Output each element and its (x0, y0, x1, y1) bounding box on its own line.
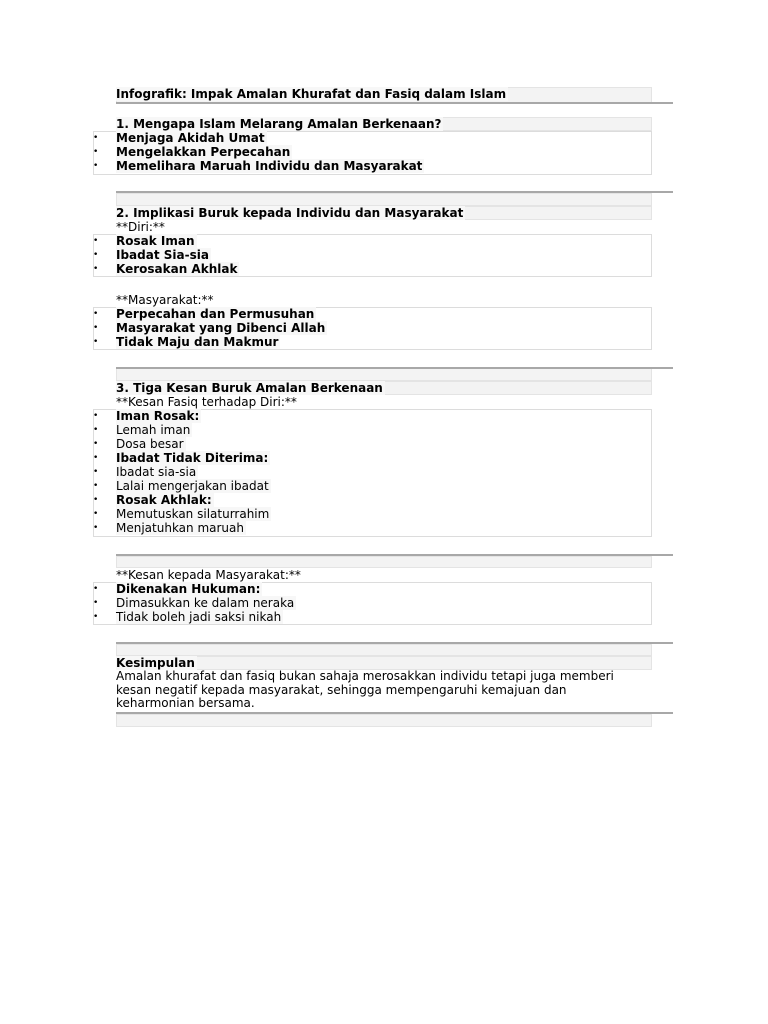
bullet: • (93, 523, 99, 533)
bullet: • (93, 323, 99, 333)
bullet: • (93, 411, 99, 421)
section3-heading: 3. Tiga Kesan Buruk Amalan Berkenaan (116, 381, 383, 395)
list-item: Tidak boleh jadi saksi nikah (116, 610, 282, 624)
section-spacer-shade (116, 714, 652, 727)
list-item: Lalai mengerjakan ibadat (116, 479, 269, 493)
divider (116, 367, 673, 369)
list-item: Memelihara Maruah Individu dan Masyarakat (116, 159, 423, 173)
bullet: • (93, 309, 99, 319)
list-item: Menjaga Akidah Umat (116, 131, 265, 145)
bullet: • (93, 481, 99, 491)
bullet: • (93, 584, 99, 594)
list-item: Dimasukkan ke dalam neraka (116, 596, 295, 610)
kesan-masyarakat-label: **Kesan kepada Masyarakat:** (116, 568, 301, 582)
section2-heading: 2. Implikasi Buruk kepada Individu dan Masyarakat (116, 206, 464, 220)
list-item: Perpecahan dan Permusuhan (116, 307, 315, 321)
divider (116, 102, 673, 104)
section-spacer-shade (116, 368, 652, 381)
conclusion-text: Amalan khurafat dan fasiq bukan sahaja merosakkan individu tetapi juga memberi kesan negatif kepada masyarakat, sehingga mempengaruhi kemajuan dan keharmonian bersama. (116, 669, 614, 710)
bullet: • (93, 612, 99, 622)
masyarakat-label: **Masyarakat:** (116, 293, 214, 307)
list-item: Lemah iman (116, 423, 191, 437)
section-spacer-shade (116, 644, 652, 656)
bullet: • (93, 147, 99, 157)
list-item: Ibadat Tidak Diterima: (116, 451, 269, 465)
list-item: Menjatuhkan maruah (116, 521, 244, 535)
list-item: Ibadat sia-sia (116, 465, 197, 479)
list-item: Rosak Akhlak: (116, 493, 212, 507)
list-item: Ibadat Sia-sia (116, 248, 209, 262)
section1-heading: 1. Mengapa Islam Melarang Amalan Berkenaan? (116, 117, 442, 131)
bullet: • (93, 250, 99, 260)
bullet: • (93, 439, 99, 449)
bullet: • (93, 337, 99, 347)
conclusion-heading: Kesimpulan (116, 656, 195, 670)
section-spacer-shade (116, 556, 652, 568)
bullet: • (93, 236, 99, 246)
diri-label: **Diri:** (116, 220, 165, 234)
bullet: • (93, 425, 99, 435)
bullet: • (93, 161, 99, 171)
list-item: Rosak Iman (116, 234, 195, 248)
bullet: • (93, 133, 99, 143)
document-title: Infografik: Impak Amalan Khurafat dan Fasiq dalam Islam (116, 87, 507, 101)
list-item: Kerosakan Akhlak (116, 262, 238, 276)
list-item: Tidak Maju dan Makmur (116, 335, 279, 349)
list-item: Memutuskan silaturrahim (116, 507, 270, 521)
bullet: • (93, 509, 99, 519)
bullet: • (93, 264, 99, 274)
list-item: Dikenakan Hukuman: (116, 582, 261, 596)
list-item: Dosa besar (116, 437, 184, 451)
list-item: Iman Rosak: (116, 409, 200, 423)
list-item: Mengelakkan Perpecahan (116, 145, 291, 159)
list-item: Masyarakat yang Dibenci Allah (116, 321, 326, 335)
bullet: • (93, 453, 99, 463)
kesan-diri-label: **Kesan Fasiq terhadap Diri:** (116, 395, 297, 409)
bullet: • (93, 598, 99, 608)
bullet: • (93, 495, 99, 505)
bullet: • (93, 467, 99, 477)
section-spacer-shade (116, 193, 652, 206)
